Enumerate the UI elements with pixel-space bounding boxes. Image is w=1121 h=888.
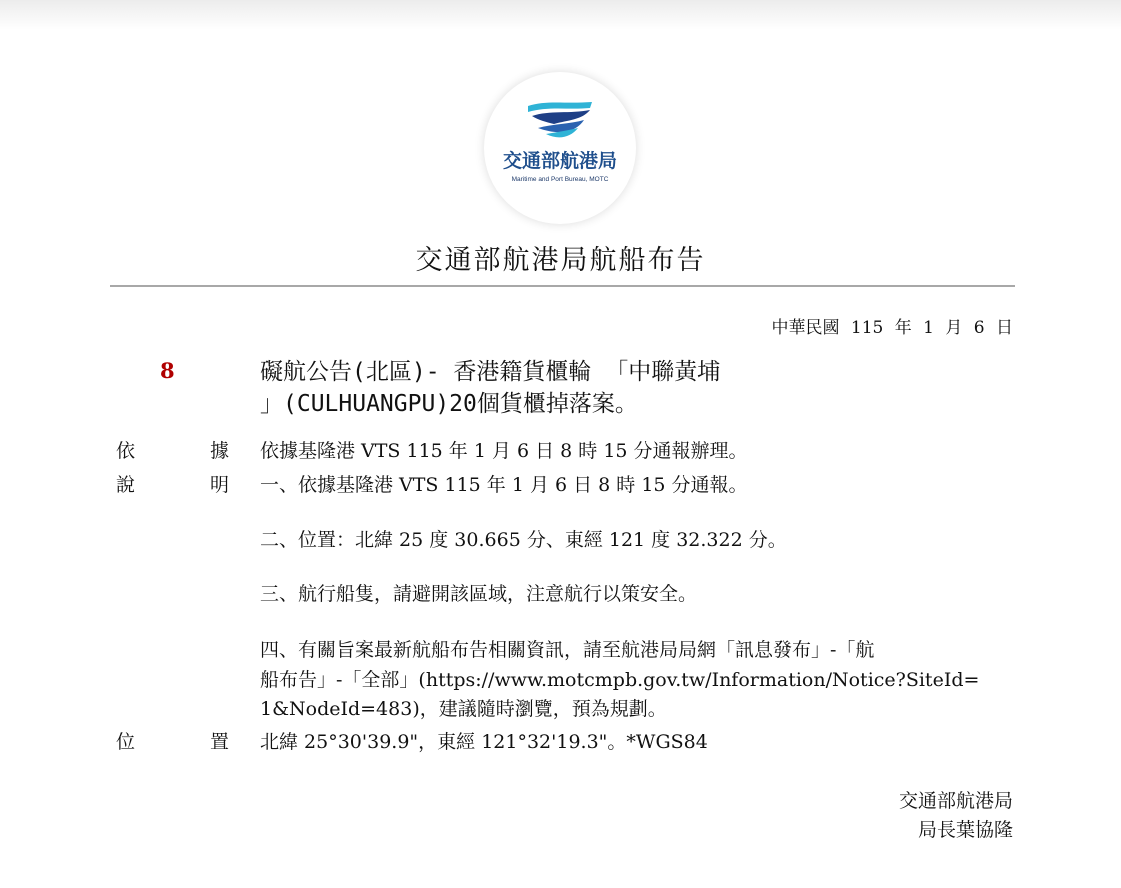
subject-line-1: 礙航公告(北區)- 香港籍貨櫃輪 「中聯黃埔 [260, 359, 721, 385]
basis-label-a: 依 [116, 440, 136, 462]
position-text: 北緯 25°30'39.9"，東經 121°32'19.3"。*WGS84 [260, 731, 708, 753]
explanation-item-4-line-2: 船布告」-「全部」(https://www.motcmpb.gov.tw/Information/Notice?SiteId= [260, 669, 980, 691]
explanation-label-a: 說 [116, 474, 136, 496]
explanation-item-1: 一、依據基隆港 VTS 115 年 1 月 6 日 8 時 15 分通報。 [260, 474, 748, 496]
explanation-label-b: 明 [210, 474, 230, 496]
logo-english-name: Maritime and Port Bureau, MOTC [511, 176, 609, 183]
signature-director: 局長葉協隆 [917, 819, 1013, 841]
basis-label-b: 據 [210, 440, 230, 462]
explanation-item-3: 三、航行船隻，請避開該區域，注意航行以策安全。 [260, 583, 698, 605]
title-divider [110, 285, 1015, 287]
position-label-a: 位 [116, 731, 136, 753]
logo-chinese-name: 交通部航港局 [502, 150, 617, 172]
basis-text: 依據基隆港 VTS 115 年 1 月 6 日 8 時 15 分通報辦理。 [260, 440, 748, 462]
page-title: 交通部航港局航船布告 [415, 245, 706, 276]
subject-line-2: 」(CULHUANGPU)20個貨櫃掉落案。 [260, 391, 638, 417]
position-label-b: 置 [210, 731, 230, 753]
explanation-item-4-line-3: 1&NodeId=483)，建議隨時瀏覽，預為規劃。 [260, 698, 667, 720]
notice-date: 中華民國 115 年 1 月 6 日 [771, 318, 1013, 338]
page-top-shade [0, 0, 1121, 30]
notice-subject [260, 356, 800, 420]
bureau-logo [484, 72, 636, 224]
wave-emblem-icon [524, 100, 596, 144]
explanation-item-4-line-1: 四、有關旨案最新航船布告相關資訊，請至航港局局網「訊息發布」-「航 [260, 639, 875, 661]
explanation-item-2: 二、位置：北緯 25 度 30.665 分、東經 121 度 32.322 分。 [260, 529, 787, 551]
notice-number: 8 [160, 358, 175, 383]
signature-agency: 交通部航港局 [898, 790, 1013, 812]
